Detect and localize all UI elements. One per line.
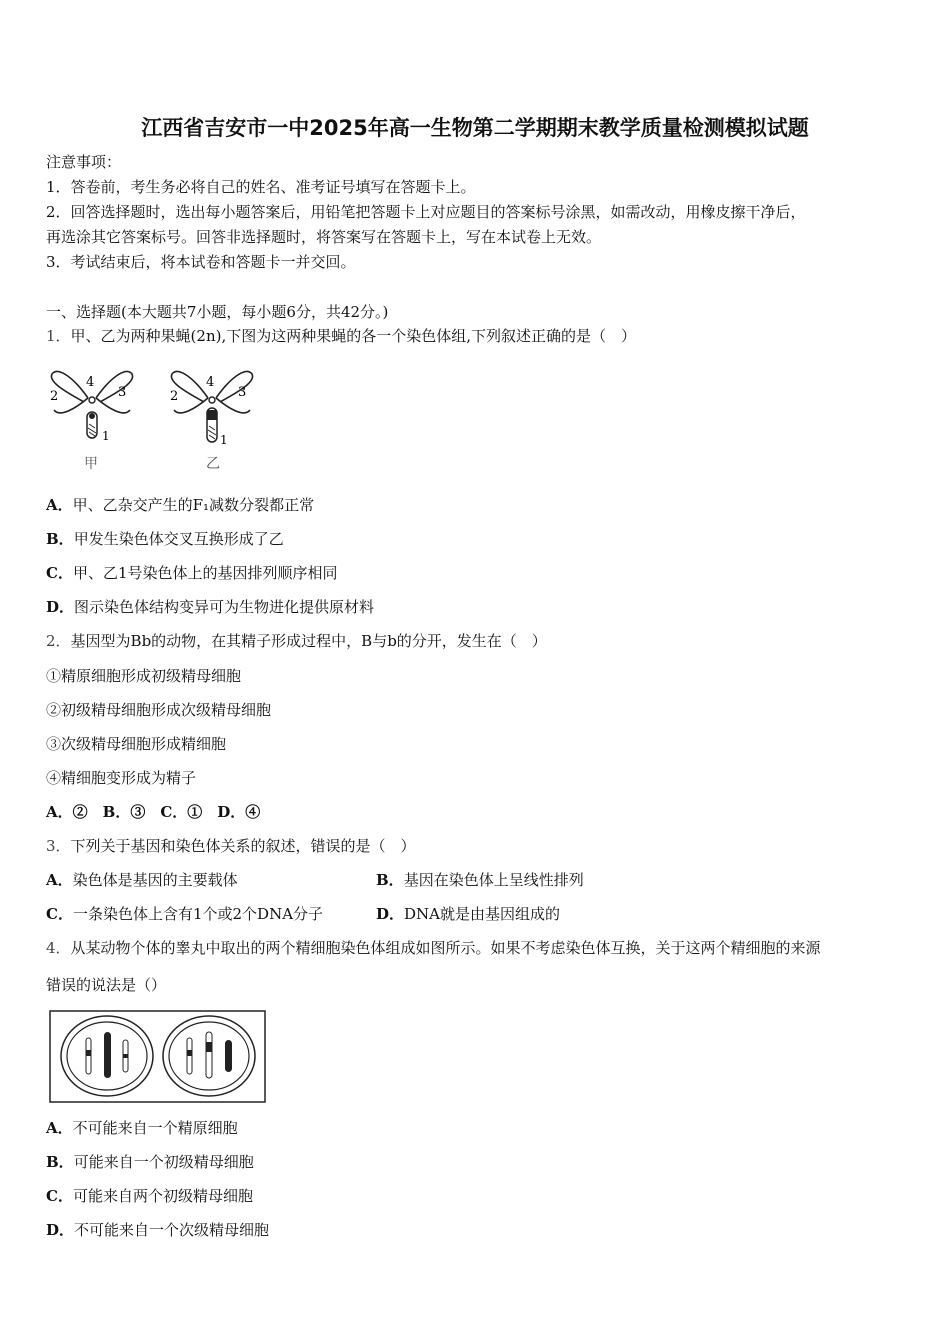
question-4-stem bbox=[46, 937, 821, 958]
figure-label-yi: 乙 bbox=[206, 456, 220, 472]
notice-item: 2．回答选择题时，选出每小题答案后，用铅笔把答题卡上对应题目的答案标号涂黑，如需改动，用橡皮擦干净后， bbox=[46, 203, 806, 221]
option-text: 图示染色体结构变异可为生物进化提供原材料 bbox=[74, 598, 375, 616]
option-c[interactable] bbox=[46, 903, 323, 924]
chrom-label: 1 bbox=[220, 433, 228, 447]
option-b[interactable] bbox=[376, 869, 584, 890]
q2-item: ②初级精母细胞形成次级精母细胞 bbox=[46, 701, 272, 719]
option-letter: A． bbox=[46, 1119, 73, 1137]
option-a[interactable] bbox=[46, 1117, 238, 1138]
chrom-label: 1 bbox=[102, 429, 110, 443]
question-text: 甲、乙为两种果蝇(2n),下图为这两种果蝇的各一个染色体组,下列叙述正确的是（ ） bbox=[70, 327, 636, 345]
option-d[interactable] bbox=[46, 1219, 269, 1240]
chrom-label: 4 bbox=[206, 375, 215, 390]
question-number: 4． bbox=[46, 939, 71, 957]
q2-item: ④精细胞变形成为精子 bbox=[46, 769, 197, 787]
option-a[interactable] bbox=[46, 494, 314, 515]
question-2-stem bbox=[46, 630, 547, 651]
question-4-stem-cont: 错误的说法是（） bbox=[46, 976, 167, 994]
option-text: DNA就是由基因组成的 bbox=[404, 905, 561, 923]
option-letter: D． bbox=[376, 905, 405, 923]
question-number: 2． bbox=[46, 632, 71, 650]
option-text: 可能来自一个初级精母细胞 bbox=[73, 1153, 254, 1171]
question-3-stem bbox=[46, 835, 416, 856]
notice-item: 1．答卷前，考生务必将自己的姓名、准考证号填写在答题卡上。 bbox=[46, 178, 476, 196]
question-number: 1． bbox=[46, 327, 71, 345]
q2-item: ①精原细胞形成初级精母细胞 bbox=[46, 667, 242, 685]
chrom-label: 3 bbox=[238, 385, 247, 400]
option-letter: D． bbox=[46, 1221, 75, 1239]
figure-frame bbox=[50, 1011, 265, 1102]
chrom-label: 2 bbox=[50, 389, 59, 404]
option-a[interactable] bbox=[46, 869, 238, 890]
section-heading: 一、选择题(本大题共7小题，每小题6分，共42分。) bbox=[46, 303, 389, 321]
chrom-label: 2 bbox=[170, 389, 179, 404]
option-c[interactable] bbox=[46, 1185, 253, 1206]
chromosome-set-jia bbox=[50, 371, 133, 472]
page-title: 江西省吉安市一中2025年高一生物第二学期期末教学质量检测模拟试题 bbox=[141, 116, 809, 140]
option-letter: B． bbox=[46, 1153, 74, 1171]
question-text: 从某动物个体的睾丸中取出的两个精细胞染色体组成如图所示。如果不考虑染色体互换，关于这两个精细胞的来源 bbox=[70, 939, 821, 957]
question-text: 下列关于基因和染色体关系的叙述，错误的是（ ） bbox=[70, 837, 416, 855]
option-letter: A． bbox=[46, 871, 73, 889]
option-letter: A． bbox=[46, 496, 73, 514]
question-text: 基因型为Bb的动物，在其精子形成过程中，B与b的分开，发生在（ ） bbox=[70, 632, 547, 650]
option-d[interactable] bbox=[376, 903, 560, 924]
option-letter: C． bbox=[46, 564, 73, 582]
option-text: 基因在染色体上呈线性排列 bbox=[403, 871, 584, 889]
option-text: 染色体是基因的主要载体 bbox=[72, 871, 238, 889]
notice-item: 再选涂其它答案标号。回答非选择题时，将答案写在答题卡上，写在本试卷上无效。 bbox=[46, 228, 602, 246]
option-text: 可能来自两个初级精母细胞 bbox=[72, 1187, 253, 1205]
chrom-label: 3 bbox=[118, 385, 127, 400]
chromosome-set-figure bbox=[44, 358, 264, 476]
option-letter: B． bbox=[376, 871, 404, 889]
option-b[interactable] bbox=[46, 1151, 254, 1172]
notice-heading: 注意事项： bbox=[46, 153, 122, 171]
sperm-cells-figure bbox=[49, 1010, 267, 1104]
chrom-label: 4 bbox=[86, 375, 95, 390]
option-letter: C． bbox=[46, 1187, 73, 1205]
option-text: 不可能来自一个次级精母细胞 bbox=[74, 1221, 270, 1239]
option-text: 甲发生染色体交叉互换形成了乙 bbox=[73, 530, 284, 548]
option-letter: C． bbox=[46, 905, 73, 923]
q2-answer-options[interactable]: A．② B．③ C．① D．④ bbox=[46, 803, 261, 821]
figure-label-jia: 甲 bbox=[84, 456, 98, 472]
option-d[interactable] bbox=[46, 596, 374, 617]
option-b[interactable] bbox=[46, 528, 284, 549]
question-number: 3． bbox=[46, 837, 71, 855]
option-text: 不可能来自一个精原细胞 bbox=[72, 1119, 238, 1137]
question-1-stem bbox=[46, 326, 636, 346]
option-letter: B． bbox=[46, 530, 74, 548]
option-text: 一条染色体上含有1个或2个DNA分子 bbox=[72, 905, 324, 923]
option-text: 甲、乙1号染色体上的基因排列顺序相同 bbox=[72, 564, 338, 582]
notice-item: 3．考试结束后，将本试卷和答题卡一并交回。 bbox=[46, 253, 356, 271]
q2-item: ③次级精母细胞形成精细胞 bbox=[46, 735, 227, 753]
option-c[interactable] bbox=[46, 562, 338, 583]
chromosome-set-yi bbox=[170, 371, 253, 472]
option-text: 甲、乙杂交产生的F₁减数分裂都正常 bbox=[72, 496, 315, 514]
option-letter: D． bbox=[46, 598, 75, 616]
